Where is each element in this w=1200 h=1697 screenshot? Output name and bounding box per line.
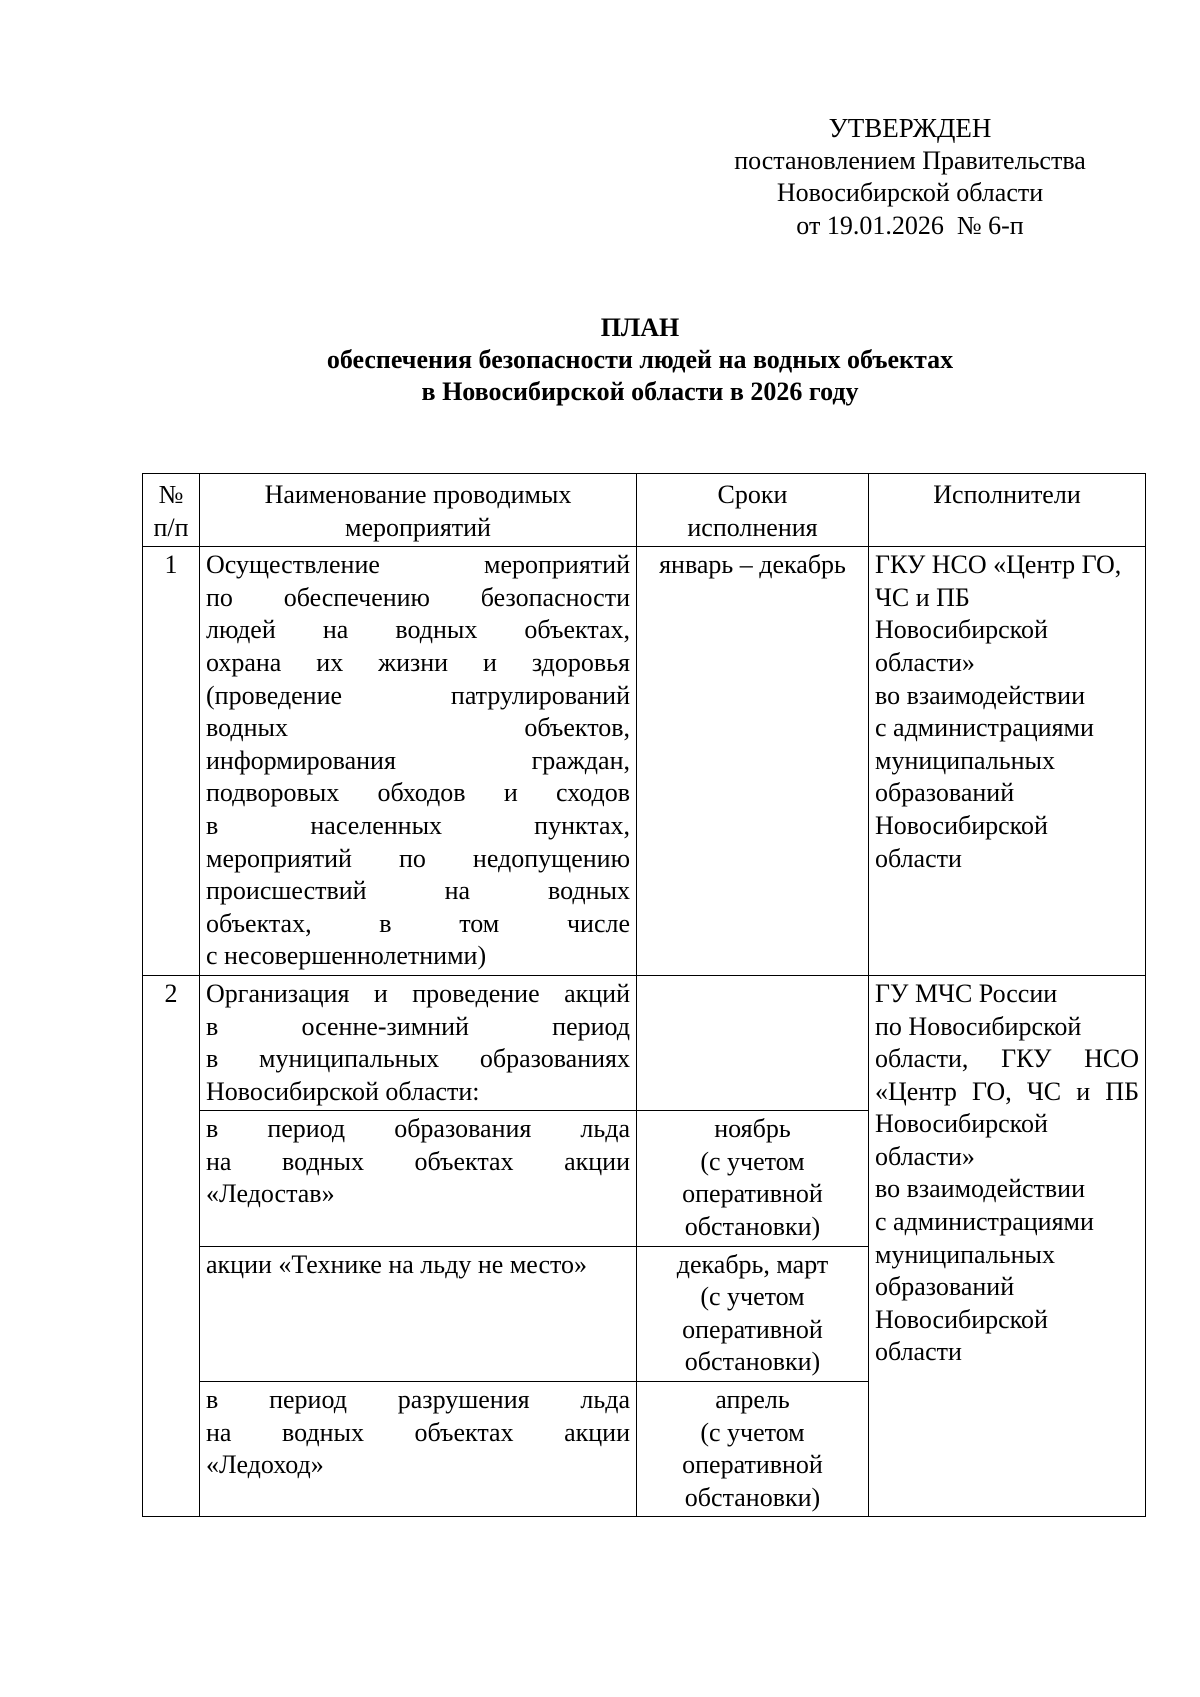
approval-line-4: от 19.01.2026 № 6-п — [796, 210, 1024, 240]
header-executors: Исполнители — [869, 474, 1146, 547]
header-deadline: Сроки исполнения — [637, 474, 869, 547]
approval-heading: УТВЕРЖДЕН — [828, 113, 992, 143]
table-row — [143, 975, 1146, 1110]
header-activity: Наименование проводимых мероприятий — [200, 474, 637, 547]
deadline-cell: декабрь, март (с учетом оперативной обстановки) — [637, 1246, 869, 1381]
activity-cell: Организация и проведение акций в осенне-зимний период в муниципальных образованиях Новосибирской области: — [200, 975, 637, 1110]
executors-cell: ГУ МЧС России по Новосибирской области, ГКУ НСО «Центр ГО, ЧС и ПБ Новосибирской области» во взаимодействии с администрациями муниципальных образований Новосибирской области — [869, 975, 1146, 1517]
header-number: № п/п — [143, 474, 200, 547]
deadline-cell: ноябрь (с учетом оперативной обстановки) — [637, 1111, 869, 1246]
activity-cell: акции «Технике на льду не место» — [200, 1246, 637, 1381]
deadline-cell: январь – декабрь — [637, 547, 869, 976]
table-header-row — [143, 474, 1146, 547]
title-line-3: в Новосибирской области в 2026 году — [421, 377, 859, 406]
deadline-cell: апрель (с учетом оперативной обстановки) — [637, 1382, 869, 1517]
deadline-cell-empty — [637, 975, 869, 1110]
title-line-2: обеспечения безопасности людей на водных объектах — [326, 345, 954, 374]
activity-cell: в период образования льда на водных объектах акции «Ледостав» — [200, 1111, 637, 1246]
plan-table — [142, 473, 1146, 1517]
document-title — [150, 312, 1130, 408]
row-number: 2 — [143, 975, 200, 1517]
row-number: 1 — [143, 547, 200, 976]
table-row — [143, 547, 1146, 976]
activity-cell: в период разрушения льда на водных объектах акции «Ледоход» — [200, 1382, 637, 1517]
title-line-1: ПЛАН — [600, 313, 680, 342]
approval-line-2: постановлением Правительства — [734, 145, 1086, 175]
approval-block — [700, 112, 1120, 242]
approval-line-3: Новосибирской области — [776, 178, 1044, 207]
activity-cell: Осуществление мероприятий по обеспечению безопасности людей на водных объектах, охрана их жизни и здоровья (проведение патрулирований водных объектов, информирования граждан, подворовых обходов и сходов в населенных пунктах, мероприятий по недопущению происшествий на водных объектах, в том числе с несовершеннолетними) — [200, 547, 637, 976]
executors-cell: ГКУ НСО «Центр ГО, ЧС и ПБ Новосибирской области» во взаимодействии с администрациями муниципальных образований Новосибирской области — [869, 547, 1146, 976]
